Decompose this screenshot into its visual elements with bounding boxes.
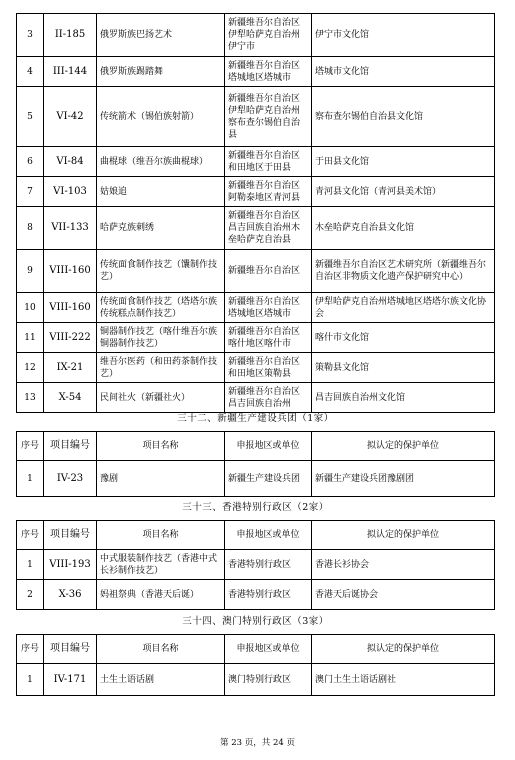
table-body: [17, 461, 495, 497]
heritage-table-hong-kong: [16, 520, 495, 610]
protection-unit: 伊犁哈萨克自治州塔城地区塔塔尔族文化协会: [312, 293, 495, 323]
declaring-region: 新疆维吾尔自治区昌吉回族自治州木垒哈萨克自治县: [225, 207, 312, 250]
project-name: 哈萨克族刺绣: [97, 207, 225, 250]
project-code: VIII-160: [44, 250, 97, 293]
header-unit: 拟认定的保护单位: [312, 635, 495, 664]
row-number: 5: [17, 87, 44, 147]
row-number: 2: [17, 580, 44, 610]
protection-unit: 新疆维吾尔自治区艺术研究所（新疆维吾尔自治区非物质文化遗产保护研究中心）: [312, 250, 495, 293]
row-number: 8: [17, 207, 44, 250]
protection-unit: 喀什市文化馆: [312, 323, 495, 353]
header-code: 项目编号: [44, 432, 97, 461]
project-name: 传统面食制作技艺（塔塔尔族传统糕点制作技艺）: [97, 293, 225, 323]
table-header-row: [17, 432, 495, 461]
project-name: 维吾尔医药（和田药茶制作技艺）: [97, 353, 225, 383]
heritage-table-xinjiang: [16, 13, 495, 413]
declaring-region: 澳门特别行政区: [225, 664, 312, 696]
declaring-region: 新疆生产建设兵团: [225, 461, 312, 497]
project-code: VIII-193: [44, 550, 97, 580]
table-row: [17, 57, 495, 87]
project-code: IV-171: [44, 664, 97, 696]
project-name: 传统面食制作技艺（馕制作技艺）: [97, 250, 225, 293]
row-number: 1: [17, 550, 44, 580]
project-name: 铜器制作技艺（喀什维吾尔族铜器制作技艺）: [97, 323, 225, 353]
project-code: X-36: [44, 580, 97, 610]
protection-unit: 澳门土生土语话剧社: [312, 664, 495, 696]
row-number: 11: [17, 323, 44, 353]
declaring-region: 香港特别行政区: [225, 550, 312, 580]
declaring-region: 香港特别行政区: [225, 580, 312, 610]
protection-unit: 木垒哈萨克自治县文化馆: [312, 207, 495, 250]
project-code: IV-23: [44, 461, 97, 497]
project-name: 土生土语话剧: [97, 664, 225, 696]
project-code: III-144: [44, 57, 97, 87]
row-number: 6: [17, 147, 44, 177]
project-name: 俄罗斯族巴扬艺术: [97, 14, 225, 57]
protection-unit: 青河县文化馆（青河县美术馆）: [312, 177, 495, 207]
section-title-hong-kong: 三十三、香港特别行政区（2家）: [182, 502, 329, 513]
project-name: 姑娘追: [97, 177, 225, 207]
section-title-macau: 三十四、澳门特别行政区（3家）: [182, 616, 329, 627]
project-code: VIII-222: [44, 323, 97, 353]
table-body: [17, 550, 495, 610]
table-body: [17, 664, 495, 696]
heritage-table-macau: [16, 634, 495, 696]
declaring-region: 新疆维吾尔自治区塔城地区塔城市: [225, 57, 312, 87]
table-row: [17, 664, 495, 696]
protection-unit: 香港长衫协会: [312, 550, 495, 580]
project-name: 中式服装制作技艺（香港中式长衫制作技艺）: [97, 550, 225, 580]
header-no: 序号: [17, 432, 44, 461]
project-code: VI-103: [44, 177, 97, 207]
project-name: 曲棍球（维吾尔族曲棍球）: [97, 147, 225, 177]
project-name: 豫剧: [97, 461, 225, 497]
protection-unit: 策勒县文化馆: [312, 353, 495, 383]
protection-unit: 察布查尔锡伯自治县文化馆: [312, 87, 495, 147]
row-number: 12: [17, 353, 44, 383]
heritage-table-xpcc: [16, 431, 495, 497]
project-name: 妈祖祭典（香港天后诞）: [97, 580, 225, 610]
declaring-region: 新疆维吾尔自治区阿勒泰地区青河县: [225, 177, 312, 207]
header-region: 申报地区或单位: [225, 521, 312, 550]
table-body: [17, 14, 495, 413]
table-row: [17, 461, 495, 497]
row-number: 7: [17, 177, 44, 207]
declaring-region: 新疆维吾尔自治区和田地区于田县: [225, 147, 312, 177]
table-row: [17, 14, 495, 57]
declaring-region: 新疆维吾尔自治区: [225, 250, 312, 293]
table-row: [17, 323, 495, 353]
page-footer: 第 23 页，共 24 页: [220, 738, 295, 748]
table-row: [17, 293, 495, 323]
table-header-row: [17, 635, 495, 664]
protection-unit: 伊宁市文化馆: [312, 14, 495, 57]
header-unit: 拟认定的保护单位: [312, 521, 495, 550]
protection-unit: 香港天后诞协会: [312, 580, 495, 610]
project-code: VI-42: [44, 87, 97, 147]
table-row: [17, 207, 495, 250]
declaring-region: 新疆维吾尔自治区塔城地区塔城市: [225, 293, 312, 323]
project-code: II-185: [44, 14, 97, 57]
row-number: 9: [17, 250, 44, 293]
header-name: 项目名称: [97, 521, 225, 550]
project-code: VIII-160: [44, 293, 97, 323]
project-name: 民间社火（新疆社火）: [97, 383, 225, 413]
row-number: 3: [17, 14, 44, 57]
header-region: 申报地区或单位: [225, 432, 312, 461]
header-code: 项目编号: [44, 635, 97, 664]
header-code: 项目编号: [44, 521, 97, 550]
table-row: [17, 147, 495, 177]
project-code: VII-133: [44, 207, 97, 250]
table-header-row: [17, 521, 495, 550]
header-name: 项目名称: [97, 635, 225, 664]
table-row: [17, 550, 495, 580]
row-number: 1: [17, 461, 44, 497]
declaring-region: 新疆维吾尔自治区伊犁哈萨克自治州伊宁市: [225, 14, 312, 57]
project-name: 传统箭术（锡伯族射箭）: [97, 87, 225, 147]
header-no: 序号: [17, 521, 44, 550]
table-row: [17, 87, 495, 147]
project-code: IX-21: [44, 353, 97, 383]
project-code: VI-84: [44, 147, 97, 177]
protection-unit: 于田县文化馆: [312, 147, 495, 177]
table-row: [17, 580, 495, 610]
declaring-region: 新疆维吾尔自治区喀什地区喀什市: [225, 323, 312, 353]
row-number: 1: [17, 664, 44, 696]
section-title-xpcc: 三十二、新疆生产建设兵团（1家）: [177, 413, 334, 424]
header-name: 项目名称: [97, 432, 225, 461]
project-code: X-54: [44, 383, 97, 413]
protection-unit: 新疆生产建设兵团豫剧团: [312, 461, 495, 497]
project-name: 俄罗斯族踢踏舞: [97, 57, 225, 87]
row-number: 4: [17, 57, 44, 87]
declaring-region: 新疆维吾尔自治区和田地区策勒县: [225, 353, 312, 383]
table-row: [17, 383, 495, 413]
row-number: 10: [17, 293, 44, 323]
declaring-region: 新疆维吾尔自治区昌吉回族自治州: [225, 383, 312, 413]
protection-unit: 塔城市文化馆: [312, 57, 495, 87]
header-region: 申报地区或单位: [225, 635, 312, 664]
header-no: 序号: [17, 635, 44, 664]
protection-unit: 昌吉回族自治州文化馆: [312, 383, 495, 413]
declaring-region: 新疆维吾尔自治区伊犁哈萨克自治州察布查尔锡伯自治县: [225, 87, 312, 147]
table-row: [17, 250, 495, 293]
header-unit: 拟认定的保护单位: [312, 432, 495, 461]
table-row: [17, 353, 495, 383]
row-number: 13: [17, 383, 44, 413]
table-row: [17, 177, 495, 207]
